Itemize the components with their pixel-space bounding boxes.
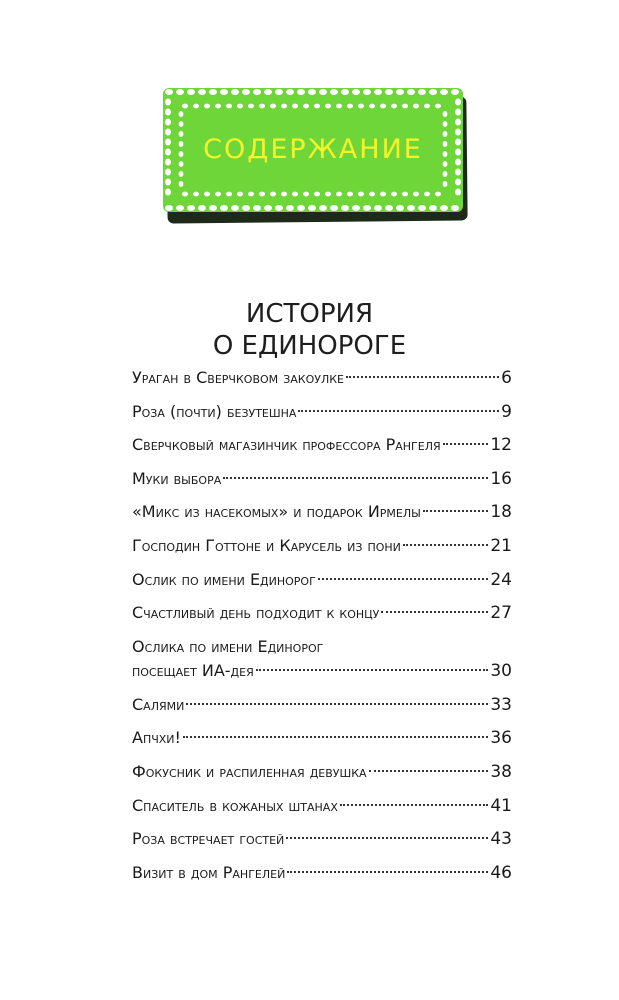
lace-hole (215, 192, 221, 197)
lace-hole (193, 192, 199, 197)
toc-item[interactable] (132, 794, 512, 828)
lace-hole (281, 104, 287, 109)
lace-hole (303, 104, 309, 109)
lace-hole (435, 192, 441, 197)
lace-hole (193, 104, 199, 109)
toc-item-title: Спаситель в кожаных штанах (132, 795, 338, 815)
lace-hole (424, 104, 430, 109)
lace-hole (413, 192, 419, 197)
lace-hole (286, 205, 294, 211)
lace-hole (413, 104, 419, 109)
lace-hole (275, 89, 283, 95)
toc-item-title-continued: посещает ИА-дея (132, 660, 254, 680)
lace-hole (402, 192, 408, 197)
leader-dots (287, 871, 488, 873)
lace-hole (369, 104, 375, 109)
toc-item-title: Сверчковый магазинчик профессора Рангеля (132, 435, 441, 455)
toc-item[interactable] (132, 693, 512, 727)
toc-item-title: Счастливый день подходит к концу (132, 603, 380, 623)
lace-hole (237, 104, 243, 109)
toc-item-page: 41 (490, 795, 512, 816)
contents-badge (163, 88, 469, 226)
lace-hole (198, 205, 206, 211)
lace-hole (209, 205, 217, 211)
toc-item-page: 43 (490, 829, 512, 850)
lace-hole (242, 205, 250, 211)
lace-hole (443, 121, 448, 127)
lace-hole (440, 205, 448, 211)
toc-item-title: Апчхи! (132, 728, 181, 748)
lace-hole (231, 89, 239, 95)
toc-item[interactable] (132, 500, 512, 534)
toc-item-page: 16 (490, 468, 512, 489)
lace-hole (226, 192, 232, 197)
lace-hole (179, 121, 184, 127)
lace-hole (347, 104, 353, 109)
toc-item-title: Роза (почти) безутешна (132, 401, 297, 421)
toc-item-title: Ослик по имени Единорог (132, 569, 316, 589)
toc-item[interactable] (132, 861, 512, 895)
lace-hole (347, 192, 353, 197)
lace-hole (165, 169, 171, 176)
lace-hole (242, 89, 250, 95)
lace-hole (314, 192, 320, 197)
toc-item-title: Ураган в Сверчковом закоулке (132, 368, 345, 387)
toc-item[interactable] (132, 726, 512, 760)
lace-hole (253, 89, 261, 95)
lace-hole (363, 89, 371, 95)
lace-hole (374, 89, 382, 95)
section-title-line-1: ИСТОРИЯ (245, 299, 374, 329)
lace-hole (198, 89, 206, 95)
lace-hole (165, 205, 173, 211)
lace-hole (319, 205, 327, 211)
lace-hole (429, 205, 437, 211)
lace-hole (336, 192, 342, 197)
toc-item-title: Господин Готтоне и Карусель из пони (132, 535, 401, 555)
lace-hole (336, 104, 342, 109)
lace-hole (204, 192, 210, 197)
lace-hole (204, 104, 210, 109)
leader-dots (403, 544, 488, 546)
toc-item-page: 36 (490, 728, 512, 749)
toc-item[interactable] (132, 433, 512, 467)
lace-hole (341, 205, 349, 211)
toc-item-page: 46 (490, 862, 512, 883)
lace-hole (391, 192, 397, 197)
lace-hole (325, 104, 331, 109)
toc-item[interactable] (132, 827, 512, 861)
leader-dots (423, 510, 489, 512)
lace-hole (363, 205, 371, 211)
toc-item-title: Роза встречает гостей (132, 829, 285, 849)
lace-hole (443, 111, 448, 117)
toc-item-page: 6 (501, 368, 512, 388)
toc-item[interactable] (132, 601, 512, 635)
toc-item-page: 24 (490, 569, 512, 590)
leader-dots (369, 770, 489, 772)
lace-hole (187, 89, 195, 95)
lace-hole (352, 205, 360, 211)
lace-hole (179, 111, 184, 117)
lace-hole (165, 109, 171, 116)
lace-hole (418, 89, 426, 95)
lace-hole (407, 205, 415, 211)
lace-hole (455, 189, 461, 196)
lace-hole (341, 89, 349, 95)
lace-hole (380, 104, 386, 109)
lace-hole (209, 89, 217, 95)
section-title (0, 298, 619, 362)
lace-hole (281, 192, 287, 197)
lace-hole (402, 104, 408, 109)
lace-hole (275, 205, 283, 211)
lace-hole (396, 89, 404, 95)
lace-hole (297, 205, 305, 211)
lace-hole (270, 104, 276, 109)
lace-hole (176, 89, 184, 95)
lace-hole (286, 89, 294, 95)
lace-hole (303, 192, 309, 197)
toc-item[interactable] (132, 534, 512, 568)
toc-item-title: Фокусник и распиленная девушка (132, 761, 367, 781)
toc-item-page: 21 (490, 535, 512, 556)
toc-item-page: 12 (490, 435, 512, 456)
lace-hole (352, 89, 360, 95)
badge-label (163, 88, 463, 212)
lace-hole (380, 192, 386, 197)
toc-item[interactable] (132, 467, 512, 501)
toc-item-title: «Микс из насекомых» и подарок Ирмелы (132, 502, 421, 522)
lace-hole (358, 104, 364, 109)
leader-dots (183, 736, 488, 738)
leader-dots (256, 669, 489, 671)
lace-hole (455, 99, 461, 106)
lace-hole (308, 89, 316, 95)
lace-hole (308, 205, 316, 211)
lace-hole (220, 205, 228, 211)
lace-hole (297, 89, 305, 95)
lace-hole (424, 192, 430, 197)
toc-item-page: 33 (490, 694, 512, 715)
lace-hole (369, 192, 375, 197)
lace-hole (429, 89, 437, 95)
lace-hole (259, 104, 265, 109)
lace-hole (264, 205, 272, 211)
badge-title: СОДЕРЖАНИЕ (203, 134, 423, 165)
lace-hole (455, 169, 461, 176)
lace-hole (231, 205, 239, 211)
toc-item-page: 18 (490, 502, 512, 523)
lace-hole (443, 171, 448, 177)
lace-hole (385, 89, 393, 95)
leader-dots (346, 376, 499, 378)
lace-hole (325, 192, 331, 197)
lace-hole (182, 104, 188, 109)
lace-hole (220, 89, 228, 95)
lace-hole (292, 104, 298, 109)
lace-hole (165, 119, 171, 126)
toc-item-page: 27 (490, 603, 512, 624)
lace-hole (435, 104, 441, 109)
toc-item-title: Ослика по имени Единорог (132, 636, 324, 656)
lace-hole (270, 192, 276, 197)
lace-hole (440, 89, 448, 95)
lace-hole (165, 189, 171, 196)
toc-item[interactable] (132, 760, 512, 794)
leader-dots (186, 703, 488, 705)
lace-hole (165, 99, 171, 106)
lace-hole (455, 119, 461, 126)
lace-hole (165, 179, 171, 186)
toc-item[interactable] (132, 568, 512, 602)
lace-hole (455, 179, 461, 186)
toc-item[interactable] (132, 635, 512, 693)
lace-hole (451, 205, 459, 211)
lace-hole (292, 192, 298, 197)
lace-hole (248, 192, 254, 197)
lace-hole (226, 104, 232, 109)
leader-dots (223, 477, 488, 479)
lace-hole (314, 104, 320, 109)
lace-hole (237, 192, 243, 197)
toc-item-title: Визит в дом Рангелей (132, 862, 286, 882)
leader-dots (318, 578, 489, 580)
toc-item-page: 30 (490, 660, 512, 681)
leader-dots (381, 611, 488, 613)
lace-hole (319, 89, 327, 95)
lace-hole (443, 181, 448, 187)
lace-hole (215, 104, 221, 109)
lace-hole (330, 205, 338, 211)
section-title-line-2: О ЕДИНОРОГЕ (212, 331, 407, 361)
lace-hole (179, 171, 184, 177)
lace-hole (374, 205, 382, 211)
lace-hole (385, 205, 393, 211)
lace-hole (455, 109, 461, 116)
leader-dots (443, 443, 489, 445)
lace-hole (253, 205, 261, 211)
toc-item-title: Салями (132, 694, 185, 714)
toc-item[interactable] (132, 366, 512, 400)
leader-dots (298, 410, 499, 412)
toc-item-title: Муки выбора (132, 468, 222, 488)
lace-hole (391, 104, 397, 109)
toc-item[interactable] (132, 400, 512, 434)
table-of-contents (132, 366, 512, 894)
lace-hole (179, 181, 184, 187)
lace-hole (259, 192, 265, 197)
lace-hole (176, 205, 184, 211)
lace-hole (418, 205, 426, 211)
lace-hole (358, 192, 364, 197)
lace-hole (248, 104, 254, 109)
toc-item-page: 38 (490, 761, 512, 782)
lace-hole (396, 205, 404, 211)
lace-hole (451, 89, 459, 95)
lace-hole (182, 192, 188, 197)
lace-hole (407, 89, 415, 95)
lace-hole (330, 89, 338, 95)
lace-hole (187, 205, 195, 211)
leader-dots (286, 837, 488, 839)
lace-hole (165, 89, 173, 95)
leader-dots (340, 804, 488, 806)
lace-hole (264, 89, 272, 95)
toc-item-page: 9 (501, 401, 512, 422)
